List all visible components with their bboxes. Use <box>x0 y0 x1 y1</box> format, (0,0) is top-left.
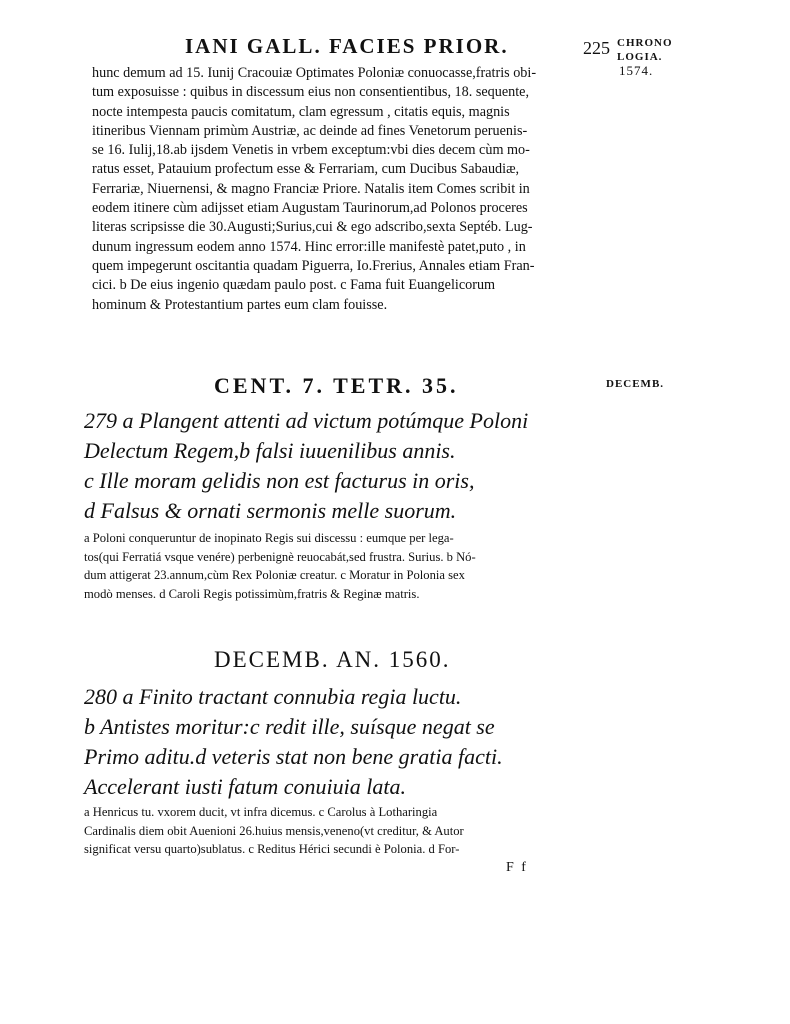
note-line: tos(qui Ferratiá vsque venére) perbenignè reuocabát,sed frustra. Surius. b Nó- <box>84 549 476 564</box>
catchword: F f <box>506 860 528 875</box>
running-head: IANI GALL. FACIES PRIOR. <box>185 34 509 58</box>
page-number: 225 <box>583 38 610 58</box>
quatrain-279 <box>84 406 604 526</box>
prose-line: ratus esset, Patauium profectum esse & Ferrariam, cum Ducibus Sabaudiæ, <box>92 161 520 178</box>
note-line: a Poloni conqueruntur de inopinato Regis sui discessu : eumque per lega- <box>84 531 454 545</box>
verse-line: 279 a Plangent attenti ad victum potúmque Poloni <box>84 408 529 433</box>
verse-line: d Falsus & ornati sermonis melle suorum. <box>84 498 457 523</box>
verse-line: Accelerant iusti fatum conuiuia lata. <box>84 774 407 799</box>
verse-line: c Ille moram gelidis non est facturus in oris, <box>84 468 475 493</box>
notes-280 <box>84 803 604 859</box>
quatrain-280 <box>84 682 604 802</box>
note-line: dum attigerat 23.annum,cùm Rex Poloniæ creatur. c Moratur in Polonia sex <box>84 568 465 582</box>
note-line: a Henricus tu. vxorem ducit, vt infra dicemus. c Carolus à Lotharingia <box>84 805 438 819</box>
section-heading-december: DECEMB. AN. 1560. <box>214 647 451 672</box>
verse-line: b Antistes moritur:c redit ille, suísque negat se <box>84 714 495 739</box>
prose-line: quem impegerunt oscitantia quadam Piguerra, Io.Frerius, Annales etiam Fran- <box>92 257 535 274</box>
prose-line: Ferrariæ, Niuernensi, & magno Franciæ Priore. Natalis item Comes scribit in <box>92 180 530 197</box>
prose-line: literas scripsisse die 30.Augusti;Surius,cui & ego adscribo,sexta Septéb. Lug- <box>92 219 533 236</box>
margin-note-line: CHRONO <box>617 37 673 49</box>
notes-279 <box>84 529 604 603</box>
prose-line: eodem itinere cùm adijsset etiam Augustam Taurinorum,ad Polonos proceres <box>92 200 528 217</box>
prose-line: se 16. Iulij,18.ab ijsdem Venetis in vrbem exceptum:vbi dies decem cùm mo- <box>92 142 530 159</box>
prose-line: hunc demum ad 15. Iunij Cracouiæ Optimates Poloniæ conuocasse,fratris obi- <box>92 65 537 81</box>
prose-line: dunum ingressum eodem anno 1574. Hinc error:ille manifestè patet,puto , in <box>92 238 526 255</box>
prose-line: hominum & Protestantium partes eum clam fouisse. <box>92 296 388 313</box>
month-margin-heading: DECEMB. <box>606 378 665 390</box>
prose-block <box>92 64 612 315</box>
margin-note <box>617 36 687 78</box>
verse-line: 280 a Finito tractant connubia regia luctu. <box>84 684 462 709</box>
margin-year: 1574. <box>619 63 654 78</box>
margin-note-line: LOGIA. <box>617 51 663 63</box>
note-line: modò menses. d Caroli Regis potissimùm,fratris & Reginæ matris. <box>84 586 420 601</box>
prose-line: nocte intempesta paucis comitatum, clam egressum , citatis equis, magnis <box>92 103 510 120</box>
note-line: significat versu quarto)sublatus. c Reditus Hérici secundi è Polonia. d For- <box>84 842 460 856</box>
verse-line: Primo aditu.d veteris stat non bene gratia facti. <box>84 744 503 769</box>
prose-line: tum exposuisse : quibus in discessum eius non consentientibus, 18. sequente, <box>92 84 530 101</box>
prose-line: itineribus Viennam primùm Austriæ, ac deinde ad fines Venetorum peruenis- <box>92 122 528 139</box>
verse-line: Delectum Regem,b falsi iuuenilibus annis. <box>84 438 456 463</box>
prose-line: cici. b De eius ingenio quædam paulo post. c Fama fuit Euangelicorum <box>92 277 496 294</box>
century-heading: CENT. 7. TETR. 35. <box>214 373 459 398</box>
note-line: Cardinalis diem obit Auenioni 26.huius mensis,veneno(vt creditur, & Autor <box>84 823 464 838</box>
